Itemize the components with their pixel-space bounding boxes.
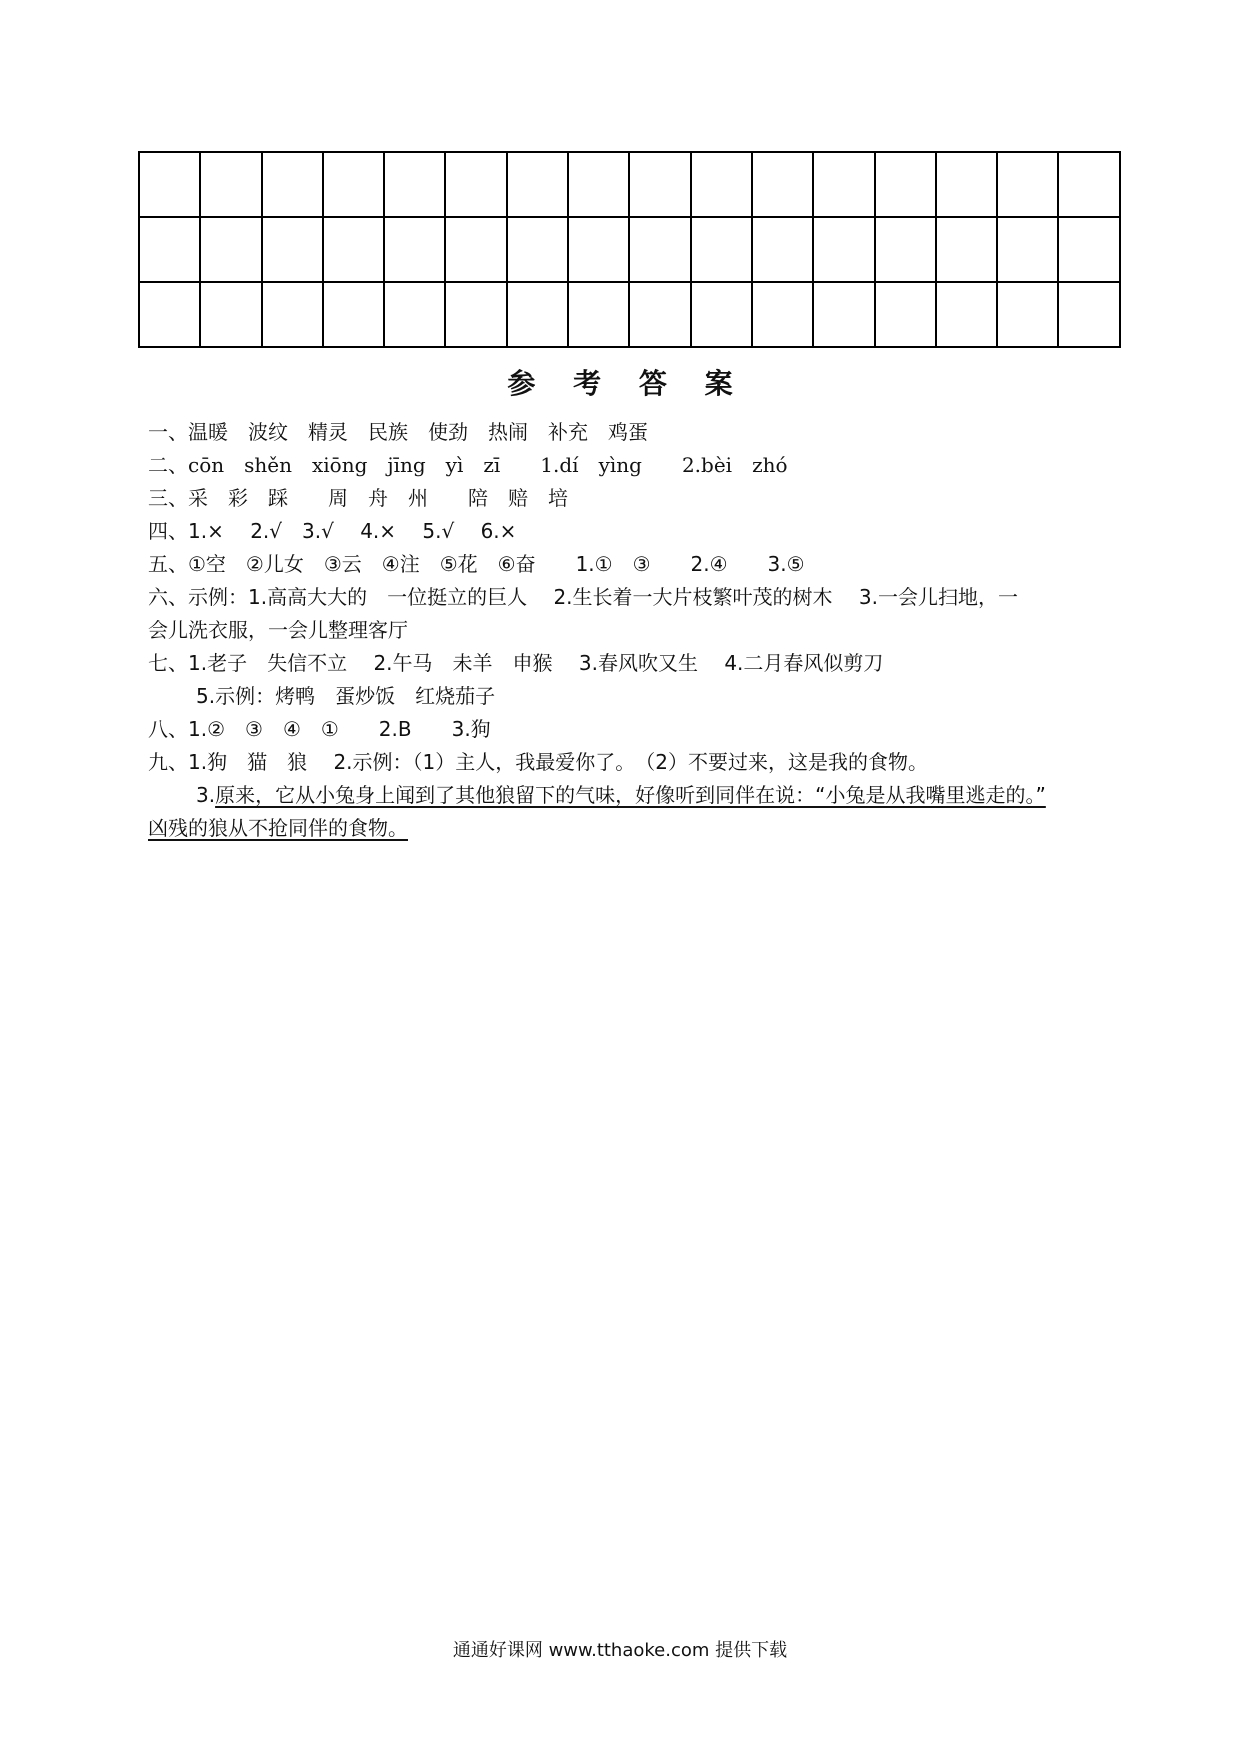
grid-cell <box>997 282 1058 347</box>
grid-cell <box>629 152 690 217</box>
grid-cell <box>691 217 752 282</box>
grid-cell <box>629 217 690 282</box>
answer-q6-line2: 会儿洗衣服，一会儿整理客厅 <box>148 618 408 642</box>
grid-cell <box>139 152 200 217</box>
grid-cell <box>262 217 323 282</box>
writing-grid <box>138 151 1121 348</box>
grid-cell <box>813 152 874 217</box>
grid-cell <box>936 152 997 217</box>
grid-cell <box>139 282 200 347</box>
grid-cell <box>813 282 874 347</box>
grid-cell <box>200 152 261 217</box>
grid-cell <box>752 217 813 282</box>
grid-cell <box>262 152 323 217</box>
grid-cell <box>323 217 384 282</box>
answer-q8: 八、1.② ③ ④ ① 2.B 3.狗 <box>148 717 491 741</box>
grid-cell <box>445 217 506 282</box>
grid-cell <box>875 217 936 282</box>
grid-cell <box>1058 152 1119 217</box>
grid-cell <box>507 217 568 282</box>
grid-cell <box>507 282 568 347</box>
answer-title: 参 考 答 案 <box>507 367 747 400</box>
grid-cell <box>813 217 874 282</box>
grid-cell <box>997 217 1058 282</box>
grid-cell <box>384 282 445 347</box>
grid-cell <box>200 282 261 347</box>
answer-q9-line3 <box>148 812 408 841</box>
grid-row <box>139 217 1120 282</box>
grid-cell <box>384 152 445 217</box>
answer-q9-line1: 九、1.狗 猫 狼 2.示例：（1）主人，我最爱你了。 （2）不要过来，这是我的食物。 <box>148 750 928 774</box>
grid-cell <box>384 217 445 282</box>
grid-cell <box>691 152 752 217</box>
grid-cell <box>752 282 813 347</box>
answer-q9-line3-text: 凶残的狼从不抢同伴的食物。 <box>148 816 408 840</box>
grid-cell <box>936 282 997 347</box>
grid-row <box>139 282 1120 347</box>
grid-cell <box>1058 282 1119 347</box>
grid-cell <box>936 217 997 282</box>
grid-cell <box>568 217 629 282</box>
grid-cell <box>323 152 384 217</box>
grid-cell <box>445 152 506 217</box>
answer-q9-line2-text: 原来，它从小兔身上闻到了其他狼留下的气味，好像听到同伴在说：“小兔是从我嘴里逃走的。” <box>215 783 1046 807</box>
grid-cell <box>323 282 384 347</box>
grid-row <box>139 152 1120 217</box>
grid-cell <box>568 282 629 347</box>
answer-q9-line2 <box>196 779 1046 808</box>
grid-cell <box>629 282 690 347</box>
answer-q1: 一、温暖 波纹 精灵 民族 使劲 热闹 补充 鸡蛋 <box>148 420 648 444</box>
grid-cell <box>568 152 629 217</box>
grid-cell <box>262 282 323 347</box>
answer-q5: 五、①空 ②儿女 ③云 ④注 ⑤花 ⑥奋 1.① ③ 2.④ 3.⑤ <box>148 552 805 576</box>
grid-cell <box>507 152 568 217</box>
answer-q7-line1: 七、1.老子 失信不立 2.午马 未羊 申猴 3.春风吹又生 4.二月春风似剪刀 <box>148 651 884 675</box>
footer-source: 通通好课网 www.tthaoke.com 提供下载 <box>452 1640 788 1661</box>
grid-cell <box>139 217 200 282</box>
grid-cell <box>691 282 752 347</box>
answer-q4: 四、1.× 2.√ 3.√ 4.× 5.√ 6.× <box>148 519 517 543</box>
grid-cell <box>200 217 261 282</box>
answer-q3: 三、采 彩 踩 周 舟 州 陪 赔 培 <box>148 486 568 510</box>
grid-cell <box>1058 217 1119 282</box>
answer-q7-line2: 5.示例：烤鸭 蛋炒饭 红烧茄子 <box>196 684 496 708</box>
grid-cell <box>445 282 506 347</box>
grid-cell <box>752 152 813 217</box>
answer-q2: 二、cōn shěn xiōng jīng yì zī 1.dí yìng 2.bèi zhó <box>148 453 788 477</box>
answer-q6-line1: 六、示例：1.高高大大的 一位挺立的巨人 2.生长着一大片枝繁叶茂的树木 3.一会儿扫地，一 <box>148 585 1018 609</box>
answer-q9-line2-prefix: 3. <box>196 783 216 807</box>
grid-cell <box>875 282 936 347</box>
grid-cell <box>875 152 936 217</box>
grid-cell <box>997 152 1058 217</box>
